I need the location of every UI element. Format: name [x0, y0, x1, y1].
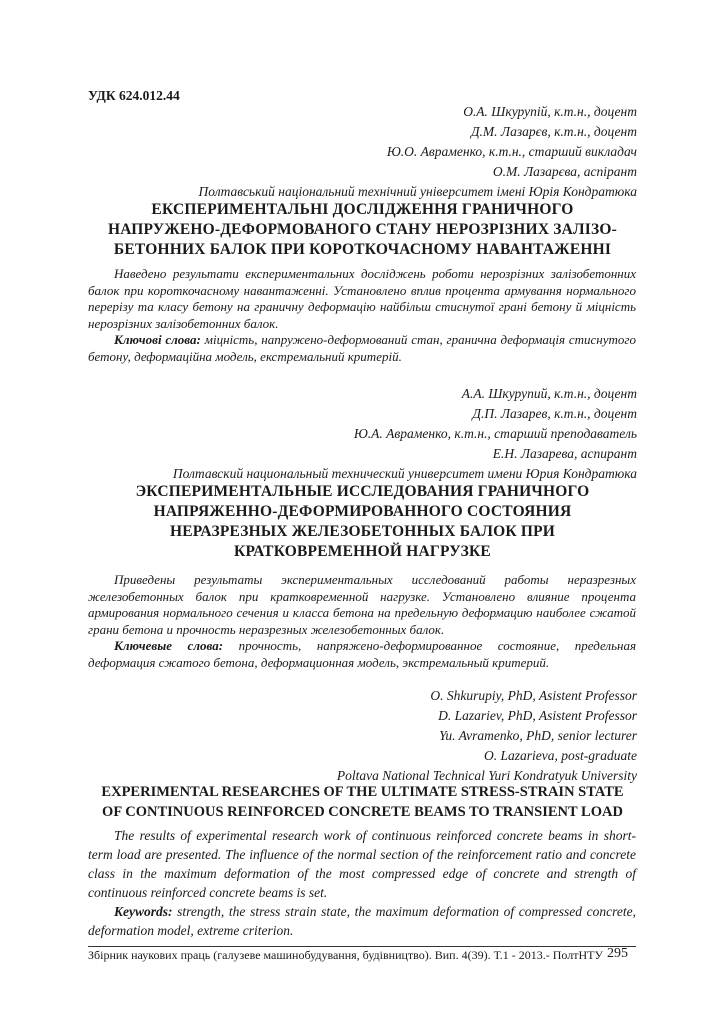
en-author-4: O. Lazarieva, post-graduate: [484, 748, 637, 763]
footer-divider: [88, 946, 636, 947]
en-author-2: D. Lazariev, PhD, Asistent Professor: [438, 708, 637, 723]
ru-author-4: Е.Н. Лазарева, аспирант: [492, 446, 637, 461]
en-title: [80, 782, 645, 822]
ua-abstract-text: Наведено результати експериментальних досліджень роботи нерозрізних залізобетонних балок при короткочасному навантаженні. Установлено вплив процента армування нормального перерізу та класу бетону на граничну деформацію найбільш стиснутої грані бетону й міцність нерозрізних залізобетонних балок.: [88, 266, 636, 331]
en-keywords-label: Keywords:: [114, 904, 173, 919]
ua-keywords-text: міцність, напружено-деформований стан, гранична деформація стиснутого бетону, деформаційна модель, екстремальний критерій.: [88, 332, 636, 364]
ua-abstract: [88, 266, 636, 365]
en-author-1: O. Shkurupiy, PhD, Asistent Professor: [430, 688, 637, 703]
en-abstract-text: The results of experimental research work of continuous reinforced concrete beams in short-term load are presented. The influence of the normal section of the reinforcement ratio and concrete class in the maximum deformation of the most compressed edge of concrete and strength of continuous reinforced concrete beams is set.: [88, 828, 636, 900]
ua-keywords-label: Ключові слова:: [114, 332, 201, 347]
ua-title-line-2: НАПРУЖЕНО-ДЕФОРМОВАНОГО СТАНУ НЕРОЗРІЗНИХ ЗАЛІЗО-: [107, 221, 618, 238]
ru-keywords: [88, 638, 636, 671]
ua-keywords: [88, 332, 636, 365]
ua-author-4: О.М. Лазарєва, аспірант: [492, 164, 637, 179]
ua-title: [80, 200, 645, 260]
ua-author-1: О.А. Шкурупій, к.т.н., доцент: [463, 104, 637, 119]
ru-title-line-2: НАПРЯЖЕННО-ДЕФОРМИРОВАННОГО СОСТОЯНИЯ: [153, 503, 572, 520]
ru-abstract-text: Приведены результаты экспериментальных исследований работы неразрезных железобетонных балок при кратковременной нагрузке. Установлено влияние процента армирования нормального сечения и класса бетона на предельную деформацию наиболее сжатой грани бетона и прочность неразрезных железобетонных балок.: [88, 572, 636, 637]
footer-citation: Збірник наукових праць (галузеве машинобудування, будівництво). Вип. 4(39). Т.1 - 2013.- ПолтНТУ: [88, 948, 603, 962]
ua-affiliation: Полтавський національний технічний університет імені Юрія Кондратюка: [198, 184, 637, 199]
ua-authors-block: [199, 102, 637, 202]
ru-author-1: А.А. Шкурупий, к.т.н., доцент: [461, 386, 637, 401]
udk-code: УДК 624.012.44: [88, 88, 180, 103]
en-abstract: [88, 826, 636, 940]
ru-title-line-4: КРАТКОВРЕМЕННОЙ НАГРУЗКЕ: [234, 543, 491, 560]
en-authors-block: [337, 686, 637, 786]
en-affiliation: Poltava National Technical Yuri Kondratyuk University: [336, 768, 637, 783]
ua-author-2: Д.М. Лазарєв, к.т.н., доцент: [470, 124, 637, 139]
ua-title-line-3: БЕТОННИХ БАЛОК ПРИ КОРОТКОЧАСНОМУ НАВАНТАЖЕННІ: [113, 241, 612, 258]
ru-title: [80, 482, 645, 562]
ru-author-3: Ю.А. Авраменко, к.т.н., старший преподаватель: [353, 426, 637, 441]
en-keywords-text: strength, the stress strain state, the maximum deformation of compressed concrete, deformation model, extreme criterion.: [88, 904, 636, 938]
en-title-line-2: OF CONTINUOUS REINFORCED CONCRETE BEAMS TO TRANSIENT LOAD: [102, 804, 623, 820]
en-author-3: Yu. Avramenko, PhD, senior lecturer: [439, 728, 637, 743]
ru-title-line-3: НЕРАЗРЕЗНЫХ ЖЕЛЕЗОБЕТОННЫХ БАЛОК ПРИ: [169, 523, 556, 540]
page-footer: [88, 948, 636, 963]
ru-keywords-text: прочность, напряжено-деформированное состояние, предельная деформация сжатого бетона, деформационная модель, экстремальный критерий.: [88, 638, 636, 670]
ua-author-3: Ю.О. Авраменко, к.т.н., старший викладач: [386, 144, 637, 159]
ru-author-2: Д.П. Лазарев, к.т.н., доцент: [472, 406, 637, 421]
ru-authors-block: [173, 384, 637, 484]
ru-affiliation: Полтавский национальный технический университет имени Юрия Кондратюка: [172, 466, 637, 481]
page-number: 295: [607, 946, 628, 961]
ru-keywords-label: Ключевые слова:: [114, 638, 224, 653]
en-title-line-1: EXPERIMENTAL RESEARCHES OF THE ULTIMATE STRESS-STRAIN STATE: [101, 784, 624, 800]
ru-title-line-1: ЭКСПЕРИМЕНТАЛЬНЫЕ ИССЛЕДОВАНИЯ ГРАНИЧНОГО: [135, 483, 590, 500]
en-keywords: [88, 902, 636, 940]
ru-abstract: [88, 572, 636, 671]
ua-title-line-1: ЕКСПЕРИМЕНТАЛЬНІ ДОСЛІДЖЕННЯ ГРАНИЧНОГО: [151, 201, 574, 218]
